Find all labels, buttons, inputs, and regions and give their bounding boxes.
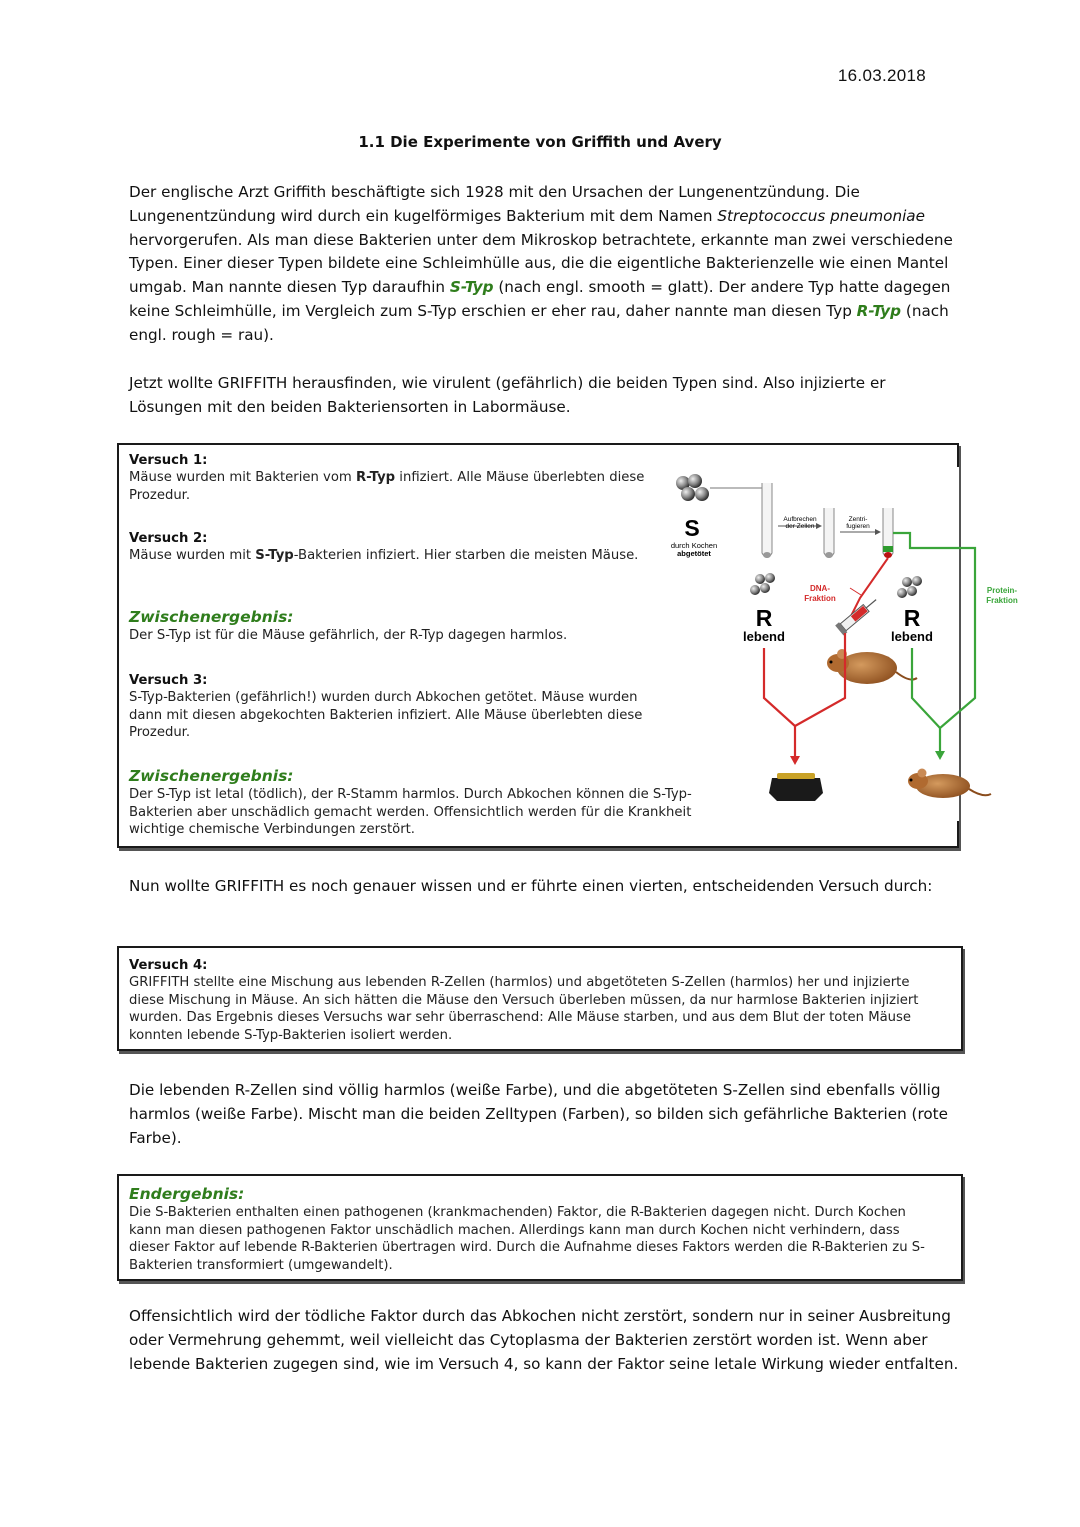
avery-experiment-diagram xyxy=(655,468,1035,813)
zwischenergebnis-2-text: Der S-Typ ist letal (tödlich), der R-Stamm harmlos. Durch Abkochen können die S-Typ-Bakterien aber unschädlich gemacht werden. Offensichtlich werden für die Krankheit wichtige chemische Verbindungen zerstört. xyxy=(129,787,692,837)
dna-pointer xyxy=(850,588,861,595)
r-type-term: R-Typ xyxy=(856,301,902,320)
s-bacteria-icon xyxy=(676,474,709,501)
dna-label-1: DNA- xyxy=(810,584,830,593)
virulence-paragraph: Jetzt wollte GRIFFITH herausfinden, wie virulent (gefährlich) die beiden Typen sind. Also injizierte er Lösungen mit den beiden Bakteriensorten in Labormäuse. xyxy=(129,374,886,416)
r-bacteria-left-icon xyxy=(750,573,775,595)
intro-text-b: hervorgerufen. Als man diese Bakterien unter dem Mikroskop betrachtete, erkannte man zwei verschiedene Typen. Einer dieser Typen bildete eine Schleimhülle aus, die die eigentliche Bakterienzelle wie einen Mantel umgab. Man nannte diesen Typ daraufhin xyxy=(129,230,953,297)
versuch-2-text-b: -Bakterien infiziert. Hier starben die meisten Mäuse. xyxy=(293,548,639,563)
versuch-1-text xyxy=(129,469,649,504)
versuch-2-text-a: Mäuse wurden mit xyxy=(129,548,256,563)
arrow-head xyxy=(816,523,822,529)
versuch-3 xyxy=(129,672,649,742)
versuch-4-text: GRIFFITH stellte eine Mischung aus lebenden R-Zellen (harmlos) und abgetöteten S-Zellen (harmlos) her und injizierte diese Mischung in Mäuse. An sich hätten die Mäuse den Versuch überleben müssen, da nur harmlose Bakterien injiziert wurden. Das Ergebnis dieses Versuchs war sehr überraschend: Alle Mäuse starben, und aus dem Blut der toten Mäuse konnten lebende S-Typ-Bakterien isoliert werden. xyxy=(129,975,919,1043)
step-1-label-1: Aufbrechen xyxy=(783,516,817,523)
versuch-4-box xyxy=(117,946,963,1051)
test-tube-2 xyxy=(824,508,834,558)
species-name: Streptococcus pneumoniae xyxy=(717,206,925,225)
intro-text-c: (nach engl. smooth = glatt). Der andere Typ hatte dagegen keine Schleimhülle, im Vergleich zum S-Typ erschien er eher rau, daher nannte man diesen Typ xyxy=(129,278,951,320)
versuch-2 xyxy=(129,530,654,565)
mouse-alive-icon xyxy=(908,769,991,799)
mouse-icon xyxy=(827,649,917,684)
arrow-head xyxy=(935,751,945,760)
endergebnis-box xyxy=(117,1174,963,1281)
s-letter: S xyxy=(684,515,700,541)
versuch-4 xyxy=(129,957,941,1044)
zwischenergebnis-1-title: Zwischenergebnis: xyxy=(129,608,294,626)
color-explanation-paragraph: Die lebenden R-Zellen sind völlig harmlos (weiße Farbe), und die abgetöteten S-Zellen sind ebenfalls völlig harmlos (weiße Farbe). Mischt man die beiden Zelltypen (Farben), so bilden sich gefährliche Bakterien (rote Farbe). xyxy=(129,1081,948,1147)
step-2-label-1: Zentri- xyxy=(848,516,868,523)
test-tube-1 xyxy=(762,483,772,558)
versuch-2-bold: S-Typ xyxy=(255,548,294,563)
versuch-1-bold: R-Typ xyxy=(355,470,396,485)
versuch-3-text: S-Typ-Bakterien (gefährlich!) wurden durch Abkochen getötet. Mäuse wurden dann mit diesen abgekochten Bakterien infiziert. Alle Mäuse überlebten diese Prozedur. xyxy=(129,690,643,740)
versuch-2-title: Versuch 2: xyxy=(129,531,208,546)
coffin-icon xyxy=(769,773,823,801)
endergebnis xyxy=(129,1185,941,1274)
step-2-label-2: fugieren xyxy=(846,523,870,530)
endergebnis-title: Endergebnis: xyxy=(129,1185,245,1203)
test-tube-3 xyxy=(883,508,893,558)
process-arrow xyxy=(710,488,768,506)
r-caption-left: lebend xyxy=(743,629,785,644)
protein-label-1: Protein- xyxy=(986,586,1018,595)
r-letter-right: R xyxy=(903,605,921,631)
s-caption-2: abgetötet xyxy=(677,549,711,558)
step-1-label-2: der Zellen xyxy=(785,523,815,530)
dna-label-2: Fraktion xyxy=(804,594,836,603)
intro-paragraph xyxy=(129,181,959,348)
versuch-1-title: Versuch 1: xyxy=(129,453,208,468)
s-type-term: S-Typ xyxy=(449,278,494,297)
red-merge-path xyxy=(795,633,845,726)
r-caption-right: lebend xyxy=(891,629,933,644)
intro-text-a: Der englische Arzt Griffith beschäftigte sich 1928 mit den Ursachen der Lungenentzündung. Die Lungenentzündung wird durch ein kugelförmiges Bakterium mit dem Namen xyxy=(129,183,860,225)
versuch-1-text-a: Mäuse wurden mit Bakterien vom xyxy=(129,470,356,485)
r-bacteria-right-icon xyxy=(897,576,922,598)
versuch-2-text xyxy=(129,547,654,565)
arrow-head xyxy=(790,756,800,765)
protein-label-2: Fraktion xyxy=(986,596,1018,605)
r-left-path xyxy=(764,648,795,758)
versuch-3-title: Versuch 3: xyxy=(129,673,208,688)
intro-text-d: (nach engl. rough = rau). xyxy=(129,301,949,344)
zwischenergebnis-2 xyxy=(129,767,739,839)
zwischenergebnis-2-title: Zwischenergebnis: xyxy=(129,767,294,785)
document-date: 16.03.2018 xyxy=(837,66,926,85)
versuch-4-title: Versuch 4: xyxy=(129,958,208,973)
box-border-segment xyxy=(957,821,959,848)
versuch-1 xyxy=(129,452,649,504)
s-caption-1: durch Kochen xyxy=(670,541,718,550)
box-border-segment xyxy=(957,443,959,467)
zwischenergebnis-1-text: Der S-Typ ist für die Mäuse gefährlich, der R-Typ dagegen harmlos. xyxy=(129,628,568,643)
zwischenergebnis-1 xyxy=(129,608,649,645)
versuch-4-intro: Nun wollte GRIFFITH es noch genauer wissen und er führte einen vierten, entscheidenden Versuch durch: xyxy=(129,877,933,895)
endergebnis-text: Die S-Bakterien enthalten einen pathogenen (krankmachenden) Faktor, die R-Bakterien dagegen nicht. Durch Kochen kann man diesen pathogenen Faktor unschädlich machen. Allerdings kann man durch Kochen nicht verhindern, dass dieser Faktor auf lebende R-Bakterien übertragen wird. Durch die Aufnahme dieses Faktors werden die R-Bakterien zu S-Bakterien transformiert (umgewandelt). xyxy=(129,1205,925,1273)
r-letter-left: R xyxy=(755,605,773,631)
r-right-path xyxy=(912,648,940,728)
arrow-head xyxy=(875,529,881,535)
conclusion-paragraph: Offensichtlich wird der tödliche Faktor durch das Abkochen nicht zerstört, sondern nur in seiner Ausbreitung oder Vermehrung gehemmt, weil vielleicht das Cytoplasma der Bakterien zerstört worden ist. Wenn aber lebende Bakterien zugegen sind, wie im Versuch 4, so kann der Faktor seine letale Wirkung wieder entfalten. xyxy=(129,1307,959,1373)
versuch-1-text-b: infiziert. Alle Mäuse überlebten diese Prozedur. xyxy=(129,470,645,503)
page-title: 1.1 Die Experimente von Griffith und Avery xyxy=(358,133,722,151)
